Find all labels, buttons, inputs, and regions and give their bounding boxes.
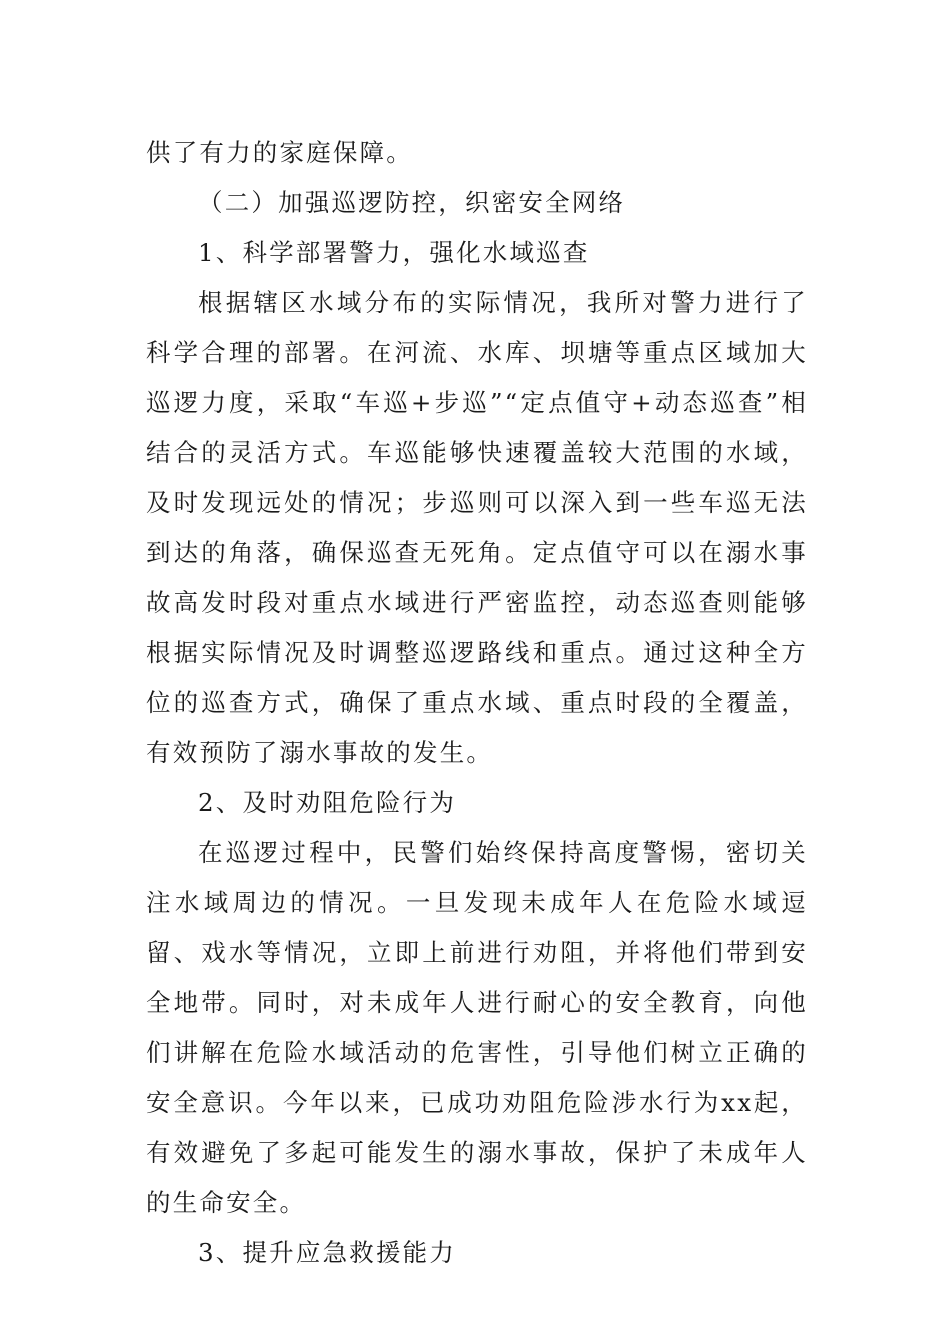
subheading-2: 2、及时劝阻危险行为 (198, 788, 457, 817)
body-paragraph-2: 在巡逻过程中，民警们始终保持高度警惕，密切关注水域周边的情况。一旦发现未成年人在危险水域逗留、戏水等情况，立即上前进行劝阻，并将他们带到安全地带。同时，对未成年人进行耐心的安全教育，向他们讲解在危险水域活动的危害性，引导他们树立正确的安全意识。今年以来，已成功劝阻危险涉水行为xx起，有效避免了多起可能发生的溺水事故，保护了未成年人的生命安全。 (146, 838, 808, 1217)
section-heading: （二）加强巡逻防控，织密安全网络 (198, 188, 626, 217)
subheading-3: 3、提升应急救援能力 (198, 1238, 457, 1267)
paragraph-continuation: 供了有力的家庭保障。 (146, 138, 413, 167)
subheading-1: 1、科学部署警力，强化水域巡查 (198, 238, 590, 267)
document-body (146, 128, 808, 1278)
body-paragraph-1: 根据辖区水域分布的实际情况，我所对警力进行了科学合理的部署。在河流、水库、坝塘等重点区域加大巡逻力度，采取“车巡+步巡”“定点值守+动态巡查”相结合的灵活方式。车巡能够快速覆盖较大范围的水域，及时发现远处的情况；步巡则可以深入到一些车巡无法到达的角落，确保巡查无死角。定点值守可以在溺水事故高发时段对重点水域进行严密监控，动态巡查则能够根据实际情况及时调整巡逻路线和重点。通过这种全方位的巡查方式，确保了重点水域、重点时段的全覆盖，有效预防了溺水事故的发生。 (146, 288, 808, 767)
